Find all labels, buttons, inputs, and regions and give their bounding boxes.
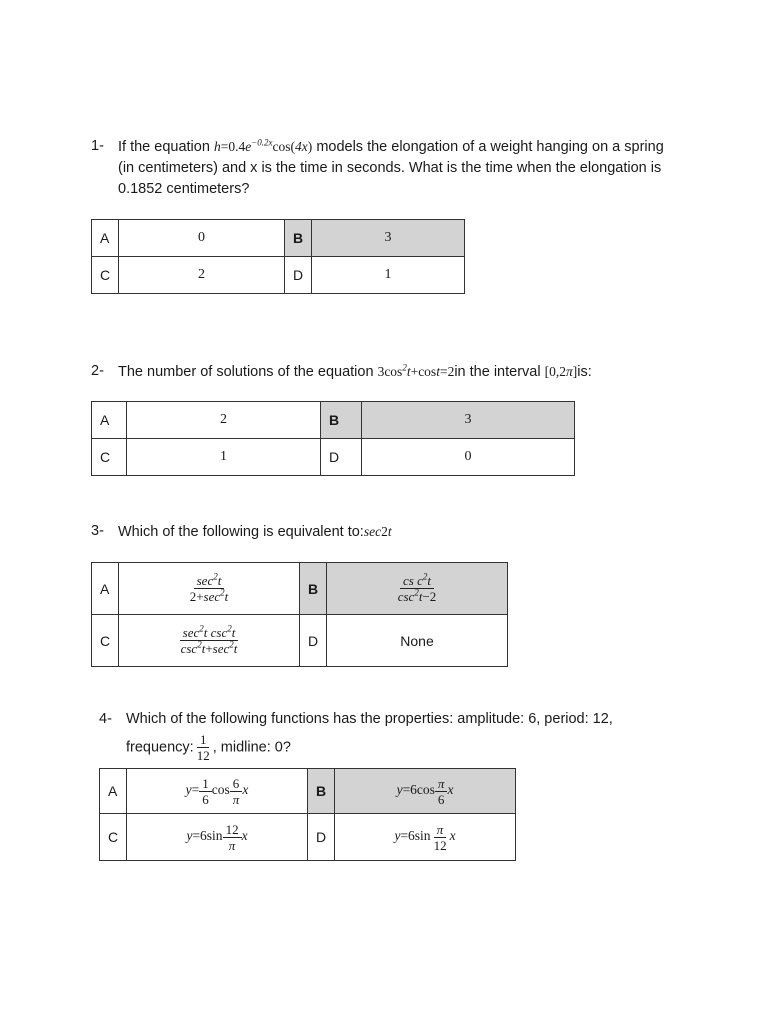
options-table-1 <box>91 219 465 294</box>
option-label-d[interactable]: D <box>308 814 335 861</box>
expression-sec2t: sec2t <box>363 524 392 539</box>
option-value-b[interactable]: 3 <box>362 402 575 439</box>
equation-2: $3\cos^2t+\cos t=2$ <box>377 362 455 379</box>
question-text-line: 0.1852 centimeters? <box>118 181 250 197</box>
option-value-c[interactable]: y=6sin $\frac{12}{\pi}$ x <box>127 814 308 861</box>
question-text <box>126 709 613 763</box>
option-value-d[interactable]: 1 <box>312 257 465 294</box>
option-label-b[interactable]: B <box>308 769 335 814</box>
question-text-part: , midline: 0? <box>212 739 291 756</box>
question-text-part: Which of the following is equivalent to: <box>118 524 364 540</box>
option-value-d[interactable]: 0 <box>362 439 575 476</box>
options-table-4 <box>99 768 516 861</box>
question-number: 1- <box>91 138 104 154</box>
option-value-c[interactable]: 2 <box>119 257 285 294</box>
option-label-a[interactable]: A <box>92 563 119 615</box>
question-number: 4- <box>99 711 112 727</box>
option-label-d[interactable]: D <box>321 439 362 476</box>
option-label-d[interactable]: D <box>300 615 327 667</box>
option-value-b[interactable]: y=6cos $\frac{\pi}{6}$ x <box>335 769 516 814</box>
option-label-a[interactable]: A <box>92 220 119 257</box>
question-text <box>118 136 738 200</box>
question-number: 3- <box>91 523 104 539</box>
option-value-a[interactable]: 2 <box>127 402 321 439</box>
frequency-fraction: $\frac{1}{12}$ <box>196 732 210 763</box>
option-value-a[interactable]: $\frac{\sec^2t}{2+\sec^2t}$ <box>119 563 300 615</box>
option-label-b[interactable]: B <box>300 563 327 615</box>
option-label-a[interactable]: A <box>100 769 127 814</box>
option-label-c[interactable]: C <box>92 615 119 667</box>
equation-1: $h=0.4e^{-0.2x}\cos(4x)$ <box>213 137 313 154</box>
question-text-part: frequency: <box>126 739 194 756</box>
question-text-line: Which of the following functions has the properties: amplitude: 6, period: 12, <box>126 711 613 727</box>
option-label-d[interactable]: D <box>285 257 312 294</box>
option-value-d[interactable]: y=6sin $\frac{\pi}{12}$ x <box>335 814 516 861</box>
option-label-a[interactable]: A <box>92 402 127 439</box>
option-value-c[interactable]: 1 <box>127 439 321 476</box>
question-text-part: models the elongation of a weight hanging on a spring <box>316 139 664 155</box>
option-value-a[interactable]: y= $\frac{1}{6}$ cos $\frac{6}{\pi}$ x <box>127 769 308 814</box>
option-value-d[interactable]: None <box>327 615 508 667</box>
question-text-part: The number of solutions of the equation <box>118 364 374 380</box>
option-value-b[interactable]: $\frac{cs c^2t}{\csc^2t-2}$ <box>327 563 508 615</box>
option-label-c[interactable]: C <box>100 814 127 861</box>
option-value-c[interactable]: $\frac{\sec^2t \csc^2t}{\csc^2t+\sec^2t}$ <box>119 615 300 667</box>
question-text-part: If the equation <box>118 139 210 155</box>
question-number: 2- <box>91 363 104 379</box>
option-label-c[interactable]: C <box>92 439 127 476</box>
options-table-3 <box>91 562 508 667</box>
option-value-b[interactable]: 3 <box>312 220 465 257</box>
interval: [0,2π] <box>544 364 578 379</box>
question-text <box>118 361 592 383</box>
question-text-line: (in centimeters) and x is the time in seconds. What is the time when the elongation is <box>118 160 662 176</box>
option-label-c[interactable]: C <box>92 257 119 294</box>
question-text-part: is: <box>577 364 592 380</box>
option-label-b[interactable]: B <box>285 220 312 257</box>
option-value-a[interactable]: 0 <box>119 220 285 257</box>
options-table-2 <box>91 401 575 476</box>
question-text <box>118 521 392 543</box>
question-text-part: in the interval <box>454 364 541 380</box>
option-label-b[interactable]: B <box>321 402 362 439</box>
